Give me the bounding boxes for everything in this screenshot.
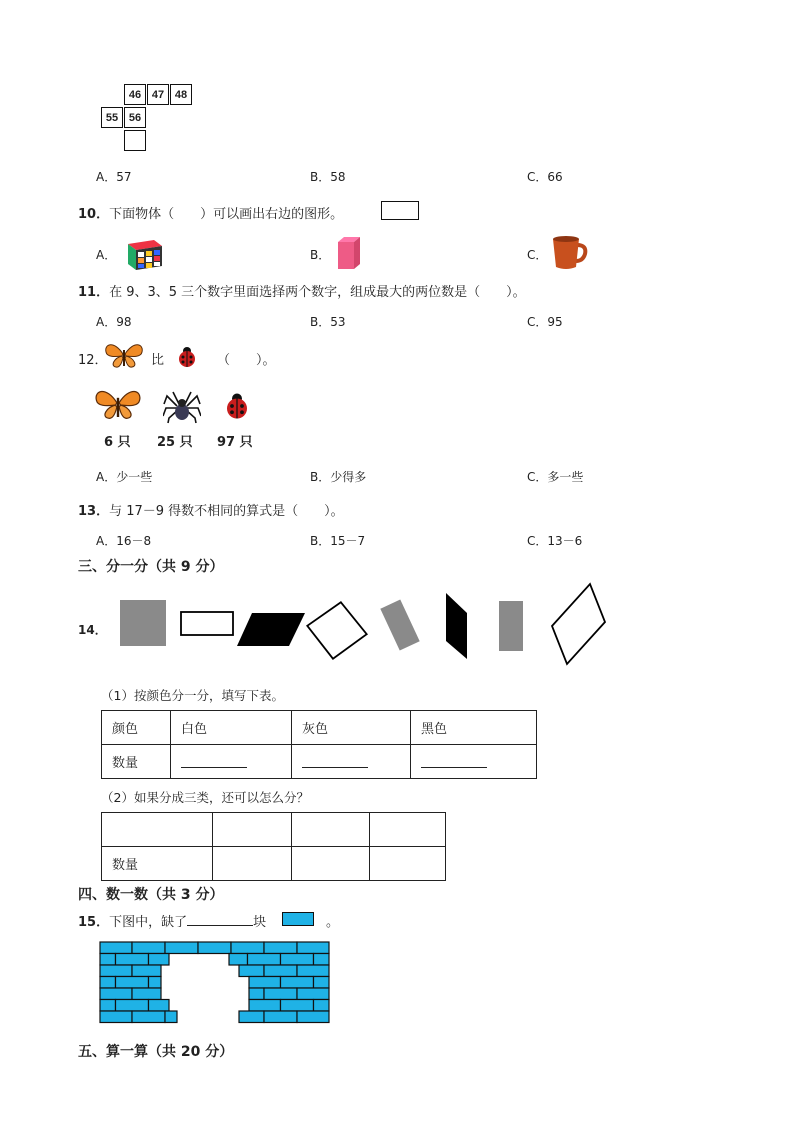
brick — [249, 1000, 281, 1012]
option-text: 66 — [547, 170, 563, 184]
question-14-number: 14． — [78, 623, 107, 637]
mug-icon — [549, 235, 589, 275]
q11-option-c[interactable] — [527, 313, 563, 330]
q10-option-a[interactable] — [96, 246, 116, 263]
question-number: 15． — [78, 915, 110, 930]
brick — [281, 1000, 314, 1012]
table-cell-empty[interactable] — [292, 847, 370, 881]
spider-count: 25 只 — [157, 435, 193, 450]
q9-option-c[interactable] — [527, 168, 563, 185]
question-13 — [78, 500, 344, 519]
brick — [149, 977, 162, 989]
option-text: 53 — [330, 315, 346, 329]
answer-blank[interactable] — [171, 745, 292, 779]
brick — [132, 988, 161, 1000]
option-text: 13－6 — [547, 534, 583, 548]
brick — [116, 1000, 149, 1012]
q12-answer-paren: （ ）。 — [217, 353, 276, 368]
rectangle-shape — [381, 201, 419, 220]
option-text: 少得多 — [330, 470, 367, 484]
brick — [100, 988, 132, 1000]
ladybug-count: 97 只 — [217, 435, 253, 450]
option-text: 少一些 — [116, 470, 153, 484]
brick — [248, 954, 281, 966]
answer-blank[interactable] — [187, 911, 253, 926]
grid-cell: 55 — [101, 107, 123, 128]
butterfly-icon — [104, 342, 144, 374]
question-12-number: 12． — [78, 353, 108, 368]
option-text: 16－8 — [116, 534, 152, 548]
section-heading: 五、算一算（共 20 分） — [78, 1044, 234, 1060]
option-letter: A． — [96, 315, 117, 329]
q9-option-b[interactable] — [310, 168, 346, 185]
brick — [314, 954, 330, 966]
brick — [249, 977, 281, 989]
table-header: 白色 — [171, 711, 292, 745]
grid-cell: 47 — [147, 84, 169, 105]
brick — [165, 942, 198, 954]
brick — [281, 954, 314, 966]
ladybug-icon — [175, 345, 199, 373]
brick — [264, 965, 297, 977]
grid-cell: 46 — [124, 84, 146, 105]
brick — [297, 988, 329, 1000]
brick — [132, 1011, 165, 1023]
question-text: 块 — [253, 915, 267, 930]
brick — [297, 942, 329, 954]
brick — [149, 1000, 170, 1012]
q12-option-a[interactable] — [96, 468, 152, 485]
grid-cell: 48 — [170, 84, 192, 105]
option-letter: C． — [527, 170, 548, 184]
table-cell-empty[interactable] — [370, 813, 446, 847]
q13-option-a[interactable] — [96, 532, 151, 549]
butterfly-count: 6 只 — [104, 435, 131, 450]
table-header: 颜色 — [102, 711, 171, 745]
question-10 — [78, 203, 343, 222]
question-text: 下图中，缺了 — [109, 915, 188, 930]
table-row-label: 数量 — [102, 745, 171, 779]
brick — [231, 942, 264, 954]
option-text: 57 — [116, 170, 132, 184]
brick — [149, 954, 170, 966]
butterfly-icon — [94, 388, 142, 426]
grid-cell-empty — [124, 130, 146, 151]
compare-word: 比 — [151, 353, 165, 368]
question-number: 11． — [78, 285, 110, 300]
q11-option-a[interactable] — [96, 313, 132, 330]
white-square — [303, 598, 370, 663]
brick — [264, 988, 297, 1000]
brick — [116, 954, 149, 966]
q10-option-b[interactable] — [310, 246, 330, 263]
sentence-end: 。 — [326, 915, 340, 930]
q12-option-b[interactable] — [310, 468, 366, 485]
option-text: 95 — [547, 315, 563, 329]
brick — [297, 1011, 329, 1023]
option-letter: C． — [527, 315, 548, 329]
white-rectangle — [181, 612, 233, 635]
pink-cuboid-icon — [334, 236, 362, 274]
option-letter: B． — [310, 170, 331, 184]
question-number: 13． — [78, 504, 110, 519]
q9-option-a[interactable] — [96, 168, 132, 185]
option-letter: A． — [96, 170, 117, 184]
brick — [314, 1000, 330, 1012]
q12-option-c[interactable] — [527, 468, 583, 485]
ladybug-icon — [222, 391, 252, 425]
spider-icon — [163, 390, 201, 428]
answer-blank[interactable] — [292, 745, 411, 779]
brick — [132, 965, 161, 977]
brick — [264, 942, 297, 954]
option-text: 58 — [330, 170, 346, 184]
black-parallelogram-2 — [446, 593, 467, 659]
brick — [239, 965, 264, 977]
q14-part1: （1）按颜色分一分，填写下表。 — [101, 688, 284, 703]
brick-icon — [282, 912, 314, 926]
option-letter: B． — [310, 248, 331, 262]
option-letter: B． — [310, 315, 331, 329]
table-row-label: 数量 — [102, 847, 213, 881]
white-parallelogram — [552, 584, 605, 664]
option-letter: C． — [527, 534, 548, 548]
rubiks-cube-icon — [124, 236, 166, 276]
brick — [239, 1011, 264, 1023]
classification-table — [101, 812, 446, 881]
option-letter: A． — [96, 534, 117, 548]
table-cell-empty[interactable] — [292, 813, 370, 847]
q13-option-b[interactable] — [310, 532, 365, 549]
table-header: 灰色 — [292, 711, 411, 745]
brick — [198, 942, 231, 954]
question-text: 在 9、3、5 三个数字里面选择两个数字，组成最大的两位数是（ ）。 — [109, 285, 526, 300]
question-11 — [78, 281, 526, 300]
option-text: 98 — [116, 315, 132, 329]
brick — [249, 988, 264, 1000]
black-parallelogram — [237, 613, 305, 646]
option-letter: B． — [310, 470, 331, 484]
gray-rectangle — [380, 600, 419, 651]
brick — [229, 954, 248, 966]
brick — [314, 977, 330, 989]
option-letter: A． — [96, 470, 117, 484]
shapes-group — [115, 580, 615, 674]
q14-part2: （2）如果分成三类，还可以怎么分？ — [101, 790, 309, 805]
section-heading: 三、分一分（共 9 分） — [78, 559, 224, 575]
table-cell-empty[interactable] — [213, 813, 292, 847]
gray-square — [120, 600, 166, 646]
table-cell-empty[interactable] — [370, 847, 446, 881]
q11-option-b[interactable] — [310, 313, 346, 330]
option-text: 多一些 — [547, 470, 584, 484]
q13-option-c[interactable] — [527, 532, 582, 549]
brick — [264, 1011, 297, 1023]
question-text: 下面物体（ ）可以画出右边的图形。 — [109, 207, 344, 222]
brick — [100, 942, 132, 954]
option-letter: A． — [96, 248, 117, 262]
question-text: 与 17－9 得数不相同的算式是（ ）。 — [109, 504, 344, 519]
table-cell-empty[interactable] — [102, 813, 213, 847]
brick — [116, 977, 149, 989]
option-letter: B． — [310, 534, 331, 548]
grid-cell: 56 — [124, 107, 146, 128]
table-cell-empty[interactable] — [213, 847, 292, 881]
brick — [100, 965, 132, 977]
section-heading: 四、数一数（共 3 分） — [78, 887, 224, 903]
brick — [281, 977, 314, 989]
answer-blank[interactable] — [411, 745, 537, 779]
question-number: 10． — [78, 207, 110, 222]
q10-option-c[interactable] — [527, 246, 547, 263]
brick — [132, 942, 165, 954]
brick — [100, 977, 116, 989]
brick — [165, 1011, 177, 1023]
option-letter: C． — [527, 248, 548, 262]
brick — [100, 1011, 132, 1023]
brick — [100, 954, 116, 966]
option-text: 15－7 — [330, 534, 366, 548]
brick — [297, 965, 329, 977]
brick — [100, 1000, 116, 1012]
question-15 — [78, 911, 266, 930]
gray-rectangle-2 — [499, 601, 523, 651]
color-table — [101, 710, 537, 779]
brick-wall — [99, 941, 331, 1033]
table-header: 黑色 — [411, 711, 537, 745]
option-letter: C． — [527, 470, 548, 484]
